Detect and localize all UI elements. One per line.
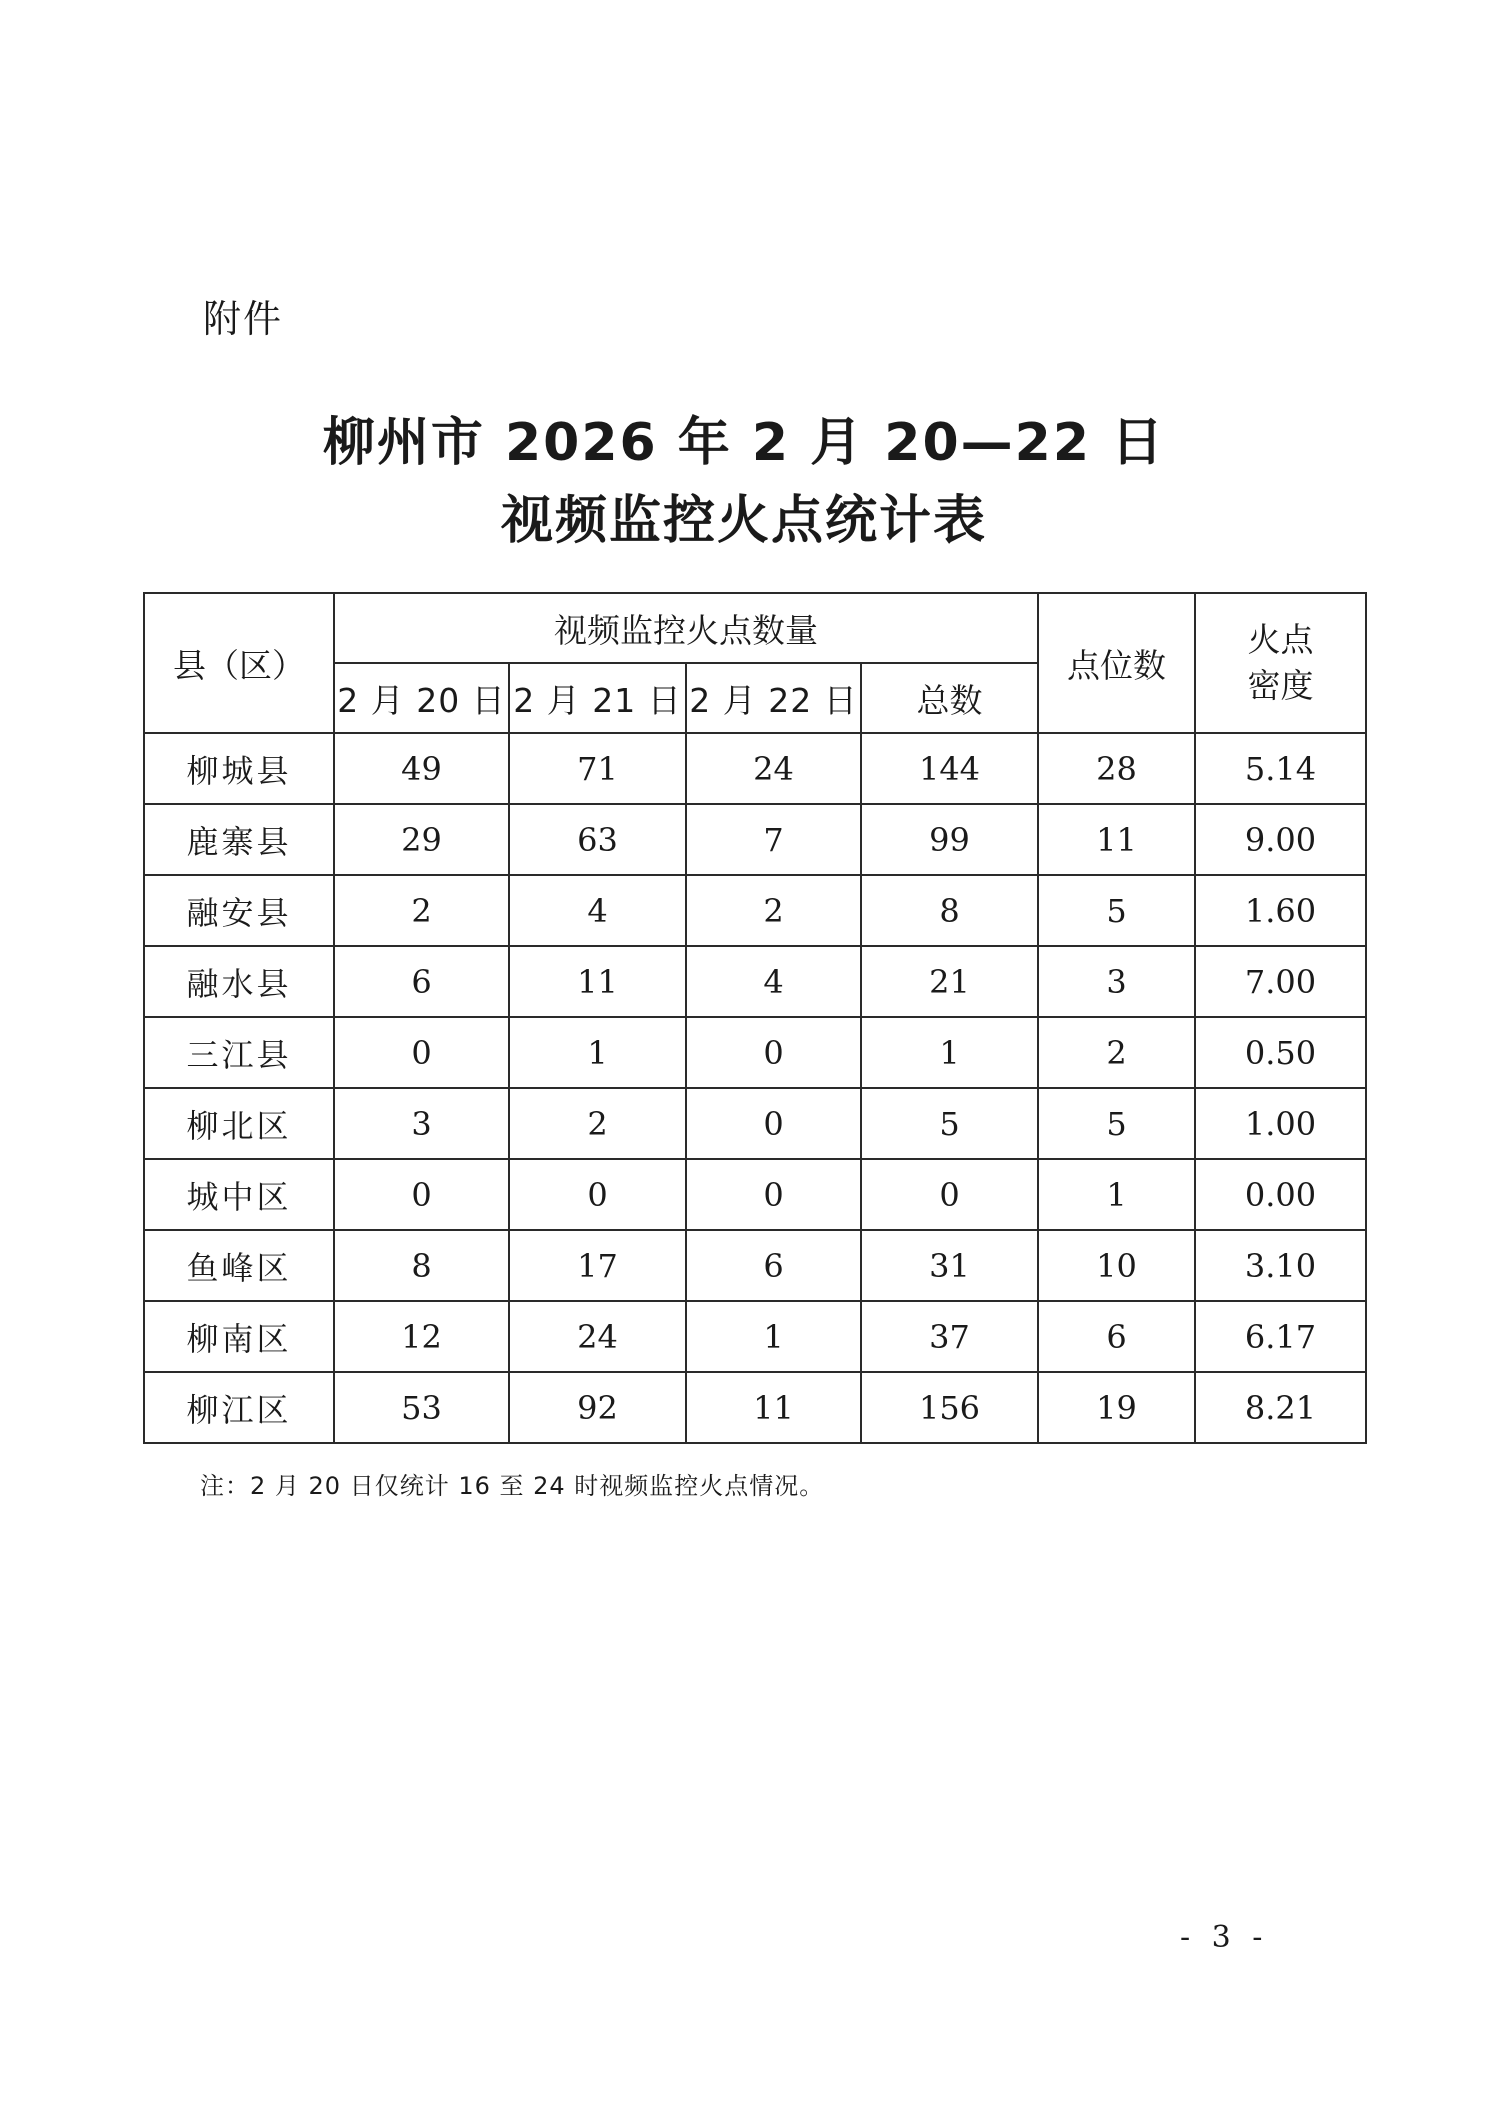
table-row (144, 946, 1366, 1017)
total-cell: 99 (861, 804, 1038, 875)
header-density-line-2: 密度 (1247, 666, 1314, 705)
county-cell: 柳城县 (144, 733, 334, 804)
count-0222-cell: 0 (686, 1088, 861, 1159)
header-points: 点位数 (1038, 593, 1195, 733)
points-cell: 28 (1038, 733, 1195, 804)
header-density (1195, 593, 1366, 733)
total-cell: 156 (861, 1372, 1038, 1443)
county-cell: 柳南区 (144, 1301, 334, 1372)
table-body (144, 733, 1366, 1443)
table-footnote: 注：2 月 20 日仅统计 16 至 24 时视频监控火点情况。 (200, 1472, 825, 1500)
header-density-line-1: 火点 (1247, 620, 1314, 659)
count-0221-cell: 24 (509, 1301, 686, 1372)
county-cell: 融水县 (144, 946, 334, 1017)
count-0222-cell: 1 (686, 1301, 861, 1372)
count-0220-cell: 8 (334, 1230, 509, 1301)
table-row (144, 733, 1366, 804)
total-cell: 37 (861, 1301, 1038, 1372)
table-header-row-1 (144, 593, 1366, 663)
fire-statistics-table (143, 592, 1367, 1444)
count-0220-cell: 0 (334, 1159, 509, 1230)
density-cell: 1.00 (1195, 1088, 1366, 1159)
count-0221-cell: 92 (509, 1372, 686, 1443)
total-cell: 144 (861, 733, 1038, 804)
total-cell: 0 (861, 1159, 1038, 1230)
count-0222-cell: 2 (686, 875, 861, 946)
count-0222-cell: 11 (686, 1372, 861, 1443)
count-0220-cell: 49 (334, 733, 509, 804)
count-0222-cell: 0 (686, 1159, 861, 1230)
table-row (144, 804, 1366, 875)
table-row (144, 1230, 1366, 1301)
density-cell: 1.60 (1195, 875, 1366, 946)
total-cell: 31 (861, 1230, 1038, 1301)
count-0221-cell: 2 (509, 1088, 686, 1159)
points-cell: 6 (1038, 1301, 1195, 1372)
density-cell: 9.00 (1195, 804, 1366, 875)
count-0222-cell: 24 (686, 733, 861, 804)
density-cell: 8.21 (1195, 1372, 1366, 1443)
county-cell: 城中区 (144, 1159, 334, 1230)
table-row (144, 1301, 1366, 1372)
header-date-21: 2 月 21 日 (509, 663, 686, 733)
page-number: - 3 - (1180, 1920, 1269, 1955)
county-cell: 鱼峰区 (144, 1230, 334, 1301)
count-0221-cell: 11 (509, 946, 686, 1017)
count-0222-cell: 6 (686, 1230, 861, 1301)
header-fire-count-group: 视频监控火点数量 (334, 593, 1038, 663)
density-cell: 6.17 (1195, 1301, 1366, 1372)
points-cell: 1 (1038, 1159, 1195, 1230)
table-row (144, 1017, 1366, 1088)
count-0221-cell: 1 (509, 1017, 686, 1088)
points-cell: 10 (1038, 1230, 1195, 1301)
document-title-line-2: 视频监控火点统计表 (500, 491, 987, 551)
header-date-20: 2 月 20 日 (334, 663, 509, 733)
header-county: 县（区） (144, 593, 334, 733)
county-cell: 柳江区 (144, 1372, 334, 1443)
points-cell: 5 (1038, 1088, 1195, 1159)
count-0221-cell: 17 (509, 1230, 686, 1301)
points-cell: 19 (1038, 1372, 1195, 1443)
county-cell: 三江县 (144, 1017, 334, 1088)
points-cell: 3 (1038, 946, 1195, 1017)
count-0220-cell: 29 (334, 804, 509, 875)
count-0222-cell: 0 (686, 1017, 861, 1088)
attachment-label: 附件 (203, 297, 284, 341)
density-cell: 0.00 (1195, 1159, 1366, 1230)
count-0221-cell: 63 (509, 804, 686, 875)
count-0221-cell: 4 (509, 875, 686, 946)
count-0221-cell: 71 (509, 733, 686, 804)
county-cell: 融安县 (144, 875, 334, 946)
count-0220-cell: 53 (334, 1372, 509, 1443)
density-cell: 7.00 (1195, 946, 1366, 1017)
document-title-line-1: 柳州市 2026 年 2 月 20—22 日 (322, 413, 1166, 473)
count-0222-cell: 7 (686, 804, 861, 875)
density-cell: 5.14 (1195, 733, 1366, 804)
count-0222-cell: 4 (686, 946, 861, 1017)
county-cell: 鹿寨县 (144, 804, 334, 875)
total-cell: 1 (861, 1017, 1038, 1088)
points-cell: 5 (1038, 875, 1195, 946)
county-cell: 柳北区 (144, 1088, 334, 1159)
count-0220-cell: 0 (334, 1017, 509, 1088)
total-cell: 8 (861, 875, 1038, 946)
count-0220-cell: 3 (334, 1088, 509, 1159)
points-cell: 11 (1038, 804, 1195, 875)
density-cell: 3.10 (1195, 1230, 1366, 1301)
points-cell: 2 (1038, 1017, 1195, 1088)
count-0220-cell: 6 (334, 946, 509, 1017)
header-total: 总数 (861, 663, 1038, 733)
count-0220-cell: 2 (334, 875, 509, 946)
count-0221-cell: 0 (509, 1159, 686, 1230)
total-cell: 21 (861, 946, 1038, 1017)
count-0220-cell: 12 (334, 1301, 509, 1372)
table-row (144, 875, 1366, 946)
table-row (144, 1372, 1366, 1443)
header-date-22: 2 月 22 日 (686, 663, 861, 733)
table-row (144, 1088, 1366, 1159)
density-cell: 0.50 (1195, 1017, 1366, 1088)
table-row (144, 1159, 1366, 1230)
total-cell: 5 (861, 1088, 1038, 1159)
